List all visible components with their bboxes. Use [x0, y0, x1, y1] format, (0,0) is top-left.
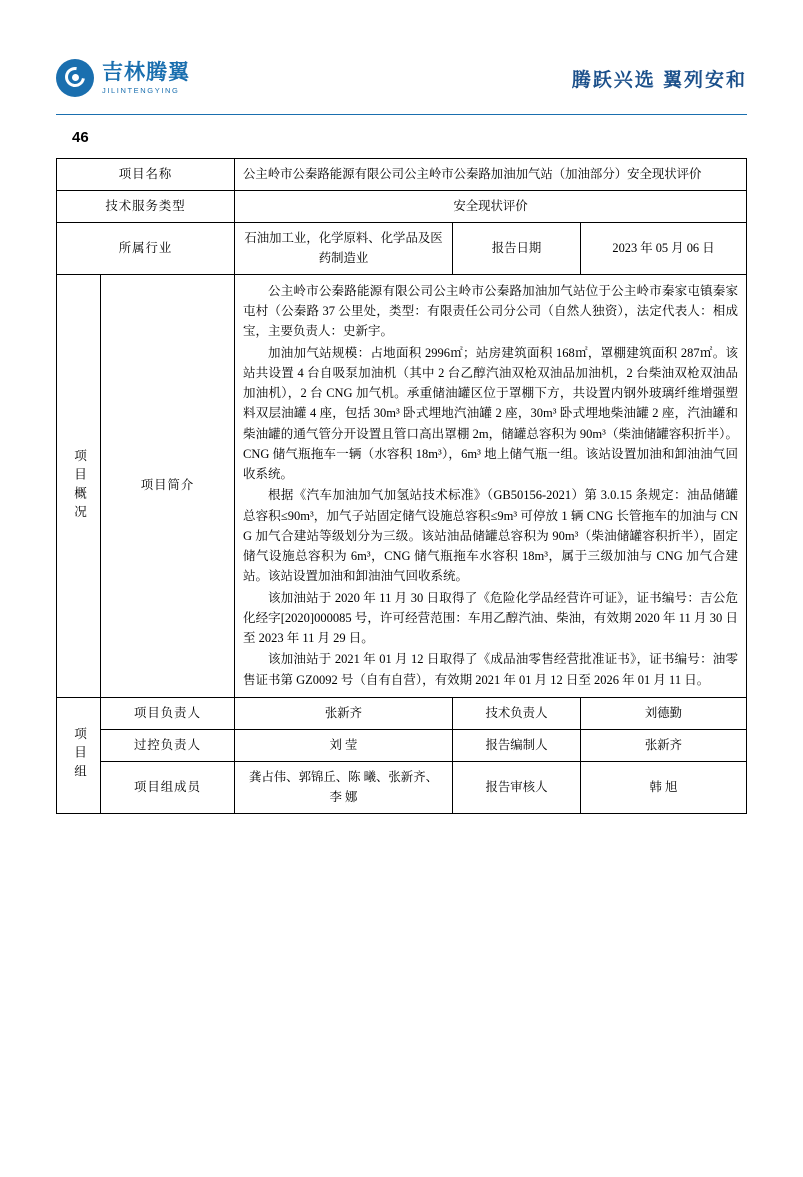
report-writer-label: 报告编制人 [453, 730, 581, 762]
logo-english-name: JILINTENGYING [102, 85, 180, 95]
table-row [57, 274, 747, 697]
team-members-label: 项目组成员 [101, 762, 235, 813]
logo-text [102, 62, 190, 95]
overview-label [57, 274, 101, 697]
service-type-label: 技术服务类型 [57, 191, 235, 223]
industry-value: 石油加工业，化学原料、化学品及医药制造业 [235, 223, 453, 274]
overview-label-text: 项目概况 [72, 448, 87, 524]
page-header [56, 42, 747, 114]
intro-paragraph: 根据《汽车加油加气加氢站技术标准》（GB50156-2021）第 3.0.15 条规定：油品储罐总容积≤90m³，加气子站固定储气设施总容积≤9m³ 可停放 1 辆 CNG 长管拖车的加油与 CNG 加气合建站等级划分为三级。该站油品储罐总容积为 90m³（柴油储罐容积折半），固定储气设施总容积为 6m³，CNG 储气瓶拖车水容积 18m³，属于三级加油与 CNG 加气合建站。该站设置加油和卸油油气回收系统。 [243, 488, 738, 584]
report-date-label: 报告日期 [453, 223, 581, 274]
service-type-value: 安全现状评价 [235, 191, 747, 223]
table-row [57, 223, 747, 274]
project-name-value: 公主岭市公秦路能源有限公司公主岭市公秦路加油加气站（加油部分）安全现状评价 [235, 159, 747, 191]
table-row [57, 697, 747, 729]
table-row [57, 159, 747, 191]
tech-leader-label: 技术负责人 [453, 697, 581, 729]
team-label-text: 项目组 [72, 727, 87, 784]
table-container [56, 158, 747, 814]
document-page [0, 42, 803, 1177]
intro-label: 项目简介 [101, 274, 235, 697]
project-leader-value: 张新齐 [235, 697, 453, 729]
intro-paragraph: 该加油站于 2020 年 11 月 30 日取得了《危险化学品经营许可证》，证书编号：吉公危化经字[2020]000085 号，许可经营范围：车用乙醇汽油、柴油，有效期 2020 年 11 月 30 日至 2023 年 11 月 29 日。 [243, 590, 738, 646]
project-info-table [56, 158, 747, 814]
logo-circle-icon [56, 59, 94, 97]
process-leader-label: 过控负责人 [101, 730, 235, 762]
logo-chinese-name: 吉林腾翼 [102, 60, 190, 84]
intro-paragraph: 加油加气站规模：占地面积 2996㎡；站房建筑面积 168㎡，罩棚建筑面积 287㎡。该站共设置 4 台自吸泵加油机（其中 2 台乙醇汽油双枪双油品加油机，2 台柴油双枪双油品加油机），2 台 CNG 加气机。承重储油罐区位于罩棚下方，共设置内钢外玻璃纤维增强塑料双层油罐 4 座，包括 30m³ 卧式埋地汽油罐 2 座，30m³ 卧式埋地柴油罐 2 座，汽油罐和柴油罐的通气管分开设置且管口高出罩棚 2m，储罐总容积为 90m³（柴油储罐容积折半）。CNG 储气瓶拖车一辆（水容积 18m³），6m³ 地上储气瓶一组。该站设置加油和卸油油气回收系统。 [243, 345, 738, 482]
header-slogan: 腾跃兴选 翼列安和 [571, 69, 747, 91]
industry-label: 所属行业 [57, 223, 235, 274]
intro-value [235, 274, 747, 697]
process-leader-value: 刘 莹 [235, 730, 453, 762]
report-writer-value: 张新齐 [581, 730, 747, 762]
table-row [57, 762, 747, 813]
intro-paragraph: 该加油站于 2021 年 01 月 12 日取得了《成品油零售经营批准证书》，证书编号：油零售证书第 GZ0092 号（自有自营），有效期 2021 年 01 月 12 日至 2026 年 01 月 11 日。 [243, 652, 738, 687]
project-leader-label: 项目负责人 [101, 697, 235, 729]
header-divider [56, 114, 747, 115]
intro-paragraph: 公主岭市公秦路能源有限公司公主岭市公秦路加油加气站位于公主岭市秦家屯镇秦家屯村（公秦路 37 公里处，类型：有限责任公司分公司（自然人独资），法定代表人：相成宝，主要负责人：史新宇。 [243, 283, 738, 339]
team-label [57, 697, 101, 813]
table-row [57, 191, 747, 223]
company-logo [56, 59, 190, 97]
team-members-value: 龚占伟、郭锦丘、陈 曦、张新齐、李 娜 [235, 762, 453, 813]
tech-leader-value: 刘德勤 [581, 697, 747, 729]
report-reviewer-label: 报告审核人 [453, 762, 581, 813]
report-reviewer-value: 韩 旭 [581, 762, 747, 813]
table-row [57, 730, 747, 762]
page-number: 46 [72, 129, 89, 146]
report-date-value: 2023 年 05 月 06 日 [581, 223, 747, 274]
project-name-label: 项目名称 [57, 159, 235, 191]
